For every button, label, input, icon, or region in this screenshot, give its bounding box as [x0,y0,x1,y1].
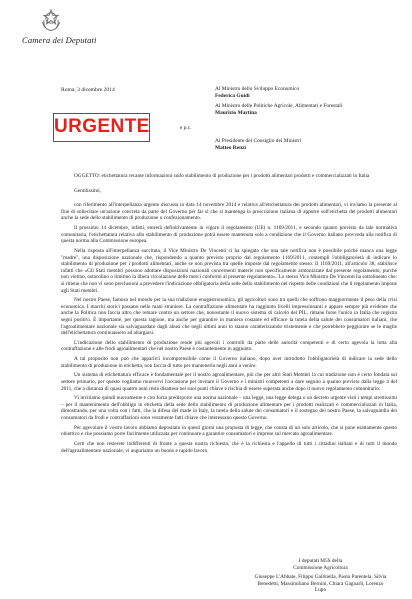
signature-block [253,558,388,594]
italian-republic-emblem-icon [40,8,62,32]
body-paragraph: L'indicazione dello stabilimento di produzione rende più agevoli i controlli da parte delle autorità competenti e di certo agevola la lotta alla contraffazione e alle frodi agroalimentari che nel nostro Paese è costantemente in aggiunto. [61,339,397,353]
body-paragraph: Un sistema di etichettatura efficace è fondamentale per il nostro agroalimentare, più che per altri Stati Membri la cui tradizione non è certo fondata sul settore primario, per questo vogliamo muovervi l'occasione per invitare il Governo e i ministri competenti a dare seguito a quanto previsto dalla legge 4 del 2011, che a distanza di quasi quattro anni resta disattesa nei suoi punti chiave e rischia di essere superata anche dopo il nuovo regolamento comunitario. [61,372,397,392]
body-paragraph: Vi invitiamo quindi nuovamente e con forza predisporre una norma nazionale – una legge, una legge delega o un decreto urgente visti i tempi strettissimi – per il mantenimento dell'obbligo in etichetta della sede dello stabilimento di produzione alimentare per i prodotti realizzati e commercializzati in Italia, dimostrando, per una volta con i fatti, che la difesa del made in Italy, la tutela della salute dei consumatori e il sostegno del nostro Paese, la salvaguardia dei consumatori da frodi e contraffazioni sono veramente fatti chiave che interessano questo Governo. [61,395,397,422]
recipient-name: Maurizio Martina [215,110,257,116]
recipient-block-3 [215,138,400,152]
signature-group: I deputati M5S della [298,558,343,564]
body-paragraph: Nella risposta all'interpellanza succitata, il Vice Ministro De Vincenti ci ha spiegato che una tale notifica non è possibile poiché manca una legge "madre", una disposizione nazionale che, rispondendo a quanto previsto proprio dal regolamento 1169/2011, contempli l'obbligatorietà di indicare lo stabilimento di produzione per i prodotti alimentari, anche se non prevista tra quelle imposte dal regolamento stesso. Il 1169/2011, all'articolo 38, stabilisce infatti che «Gli Stati membri possono adottare disposizioni nazionali concernenti materie non specificamente armonizzate dal presente regolamento, purché non vietino, ostacolino o limitino la libera circolazione delle merci conformi al presente regolamento». Lo stesso Vice Ministro De Vincenti ha sottolineato che: si ritiene che non vi sono preclusioni a prevedere l'indicazione obbligatoria della sede dello stabilimento nel rispetto delle condizioni che il regolamento impone agli Stati membri. [61,247,397,294]
letter-body [61,173,397,457]
chamber-name: Camera dei Deputati [22,35,97,45]
body-paragraph: Il prossimo 14 dicembre, infatti, entrerà definitivamente in vigore il regolamento (UE) n. 1169/2011, e secondo quanto previsto da tale normativa comunitaria, l'etichettatura relativa allo stabilimento di produzione potrà essere mantenuta solo a condizione che il Governo italiano provveda alla notifica di questa norma alla Commissione europea. [61,225,397,245]
body-paragraph: A tal proposito non può che apparirci incomprensibile come il Governo italiano, dopo aver introdotto l'obbligatorietà di indicare la sede dello stabilimento di produzione in etichetta, non faccia di tutto per mantenerla negli anni a venire. [61,356,397,369]
letter-subject: OGGETTO: etichettatura recante informazioni sullo stabilimento di produzione per i prodotti alimentari prodotti e commercializzati in Italia [74,173,370,179]
recipient-role: Al Ministro delle Politiche Agricole, Alimentari e Forestali [215,103,343,109]
letter-greeting: Gentilissimi, [74,187,101,194]
urgent-stamp: URGENTE [53,113,150,142]
body-paragraph: Certi che non resterete indifferenti di fronte a questa nostra richiesta, che è la richiesta e l'appello di tutti i cittadini italiani e di tutti il mondo dell'agroalimentare nazionale, vi auguriamo un buono e rapido lavoro. [61,441,397,454]
epc-label: e p.c. [180,125,192,131]
recipient-block-2 [215,103,400,117]
body-paragraph: Nel nostro Paese, famoso nel mondo per la sua tradizione enogastronomica, gli agricoltori sono tra quelli che soffrono maggiormente il peso della crisi economica. I marchi storici passano nelle mani straniere. La contraffazione alimentare ha raggiunto livelli impressionanti e appare sempre più evidente che anche la Politica non faccia altro che remare contro un settore che, nonostante il nuovo sistema di calcolo del PIL, rimane forse l'unico in Italia che registra segni positivi. È importante, per questa ragione, ma anche per garantire in maniera costante ed efficace la tutela della salute dei consumatori italiani, che l'agroalimentare nazionale sia salvaguardato dagli abusi che negli ultimi anni lo stanno caratterizzando tristemente e che potrebbero peggiorare se le maglie dell'etichettatura continuassero ad allargarsi. [61,297,397,337]
recipient-name: Matteo Renzi [215,145,246,151]
signature-commission: Commissione Agricoltura [293,564,348,571]
body-paragraph: Per agevolare il vostro lavoro abbiamo depositato in questi giorni una proposta di legge, che consta di un solo articolo, che si pone esattamente questo obiettivo e che possiamo porre facilmente utilizzata per continuare a garantire consumatori e imprese sul mercato agroalimentare. [61,424,397,438]
signature-names: Giuseppe L'Abbate, Filippo Gallinella, Paolo Parentela, Silvia Benedetti, Massimiliano Bernini, Chiara Gagnarli, Lorenzo Lupo [254,574,387,594]
recipient-name: Federica Guidi [215,93,250,99]
recipient-block-1 [215,86,400,100]
recipient-role: Al Presidente del Consiglio dei Ministri [215,138,302,144]
recipient-role: Al Ministro dello Sviluppo Economico [215,86,300,92]
letter-date: Roma, 3 dicembre 2014 [61,87,115,93]
body-paragraph: con riferimento all'interpellanza urgente discussa in data 14 novembre 2014 e relativa all'etichettatura dei prodotti alimentari, vi inviamo la presente al fine di sollecitare un'azione concreta da parte del Governo per far sì che si mantenga la prescrizione italiana di apporre sull'etichetta dei prodotti alimentari anche la sede dello stabilimento di produzione o confezionamento. [61,202,397,222]
